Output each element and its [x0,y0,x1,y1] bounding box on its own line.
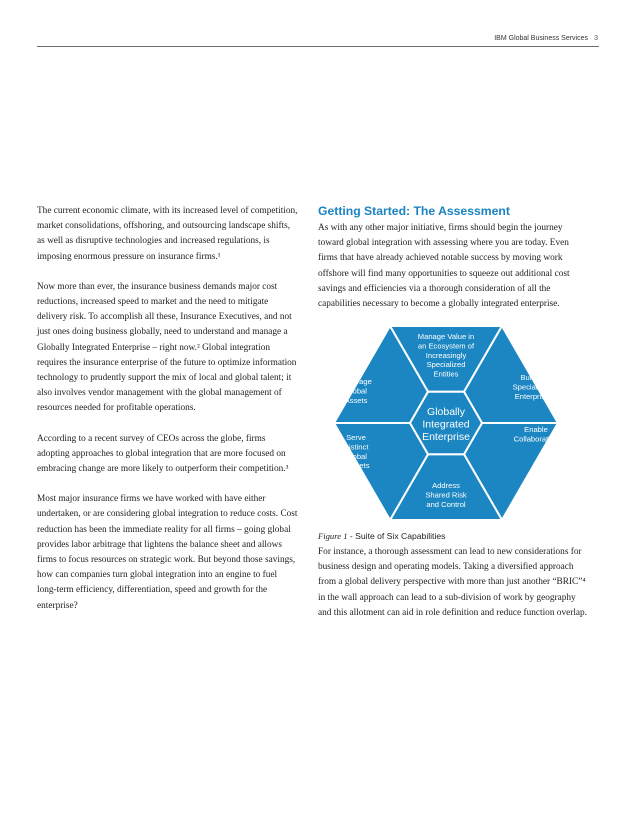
figure-title: - Suite of Six Capabilities [347,531,446,541]
body-paragraph: The current economic climate, with its increased level of competition, market consolidations, offshoring, and outsourcing landscape shifts, as well as disruptive technologies and increased regulations, is imposing enormous pressure on insurance firms.¹ [37,206,298,262]
label-leverage-assets: Leverage Global Assets [340,377,372,405]
left-column [37,204,299,629]
page-number: 3 [594,35,598,42]
hexagon-diagram [318,312,600,534]
label-enable-collaboration: Enable Collaboration [513,425,559,444]
center-label: Globally Integrated Enterprise [422,406,470,443]
body-paragraph: Most major insurance firms we have worked with have either undertaken, or are considering global integration to reduce costs. Cost reduction has been the immediate reality for all firms – going global provides labor arbitrage that lightens the balance sheet and allows firms to focus resources on strategic work. But beyond those savings, how can companies turn global integration into an engine to fuel long-term efficiency, differentiation, speed and growth for the enterprise? [37,494,298,611]
label-serve-markets: Serve Distinct Global Markets [342,433,370,471]
figure-label: Figure 1 [318,531,348,541]
header-title: IBM Global Business Services [494,35,588,42]
label-manage-value: Manage Value in an Ecosystem of Increasingly Specialized Entities [417,332,475,379]
figure-caption [318,531,445,541]
body-paragraph: According to a recent survey of CEOs across the globe, firms adopting approaches to global integration that are more focused on embracing change are more likely to outperform their competition.³ [37,433,289,475]
capabilities-hexagon-figure [318,312,600,534]
section-heading: Getting Started: The Assessment [318,204,510,218]
body-paragraph: As with any other major initiative, firms should begin the journey toward global integration with assessing where you are today. Even firms that have already achieved notable success by moving work offshore will find many opportunities to squeeze out additional cost savings and efficiencies via a thorough consideration of all the capabilities necessary to become a globally integrated enterprise. [318,223,570,310]
body-paragraph: Now more than ever, the insurance business demands major cost reductions, increased speed to market and the need to mitigate delivery risk. To accomplish all these, Insurance Executives, and not just ones doing business globally, need to understand and manage a Globally Integrated Enterprise – right now.² Global integration requires the insurance enterprise of the future to optimize information technology to prudently support the mix of local and global talent; it also involves vendor management with the global management of resources needed for profitable operations. [37,281,297,414]
label-build-enterprise: Build a Specialized Enterprise [512,373,552,401]
body-paragraph: For instance, a thorough assessment can lead to new considerations for business design and operating models. Taking a diversified approach from a global delivery perspective with more than just another “BRIC”⁴ in the wall approach can lead to a sub-division of work by geography and this allotment can aid in role definition and reduce function overlap. [318,547,588,618]
right-column-lower [318,545,588,621]
label-address-risk: Address Shared Risk and Control [425,481,467,509]
header-rule [37,46,599,47]
right-column [318,204,586,312]
